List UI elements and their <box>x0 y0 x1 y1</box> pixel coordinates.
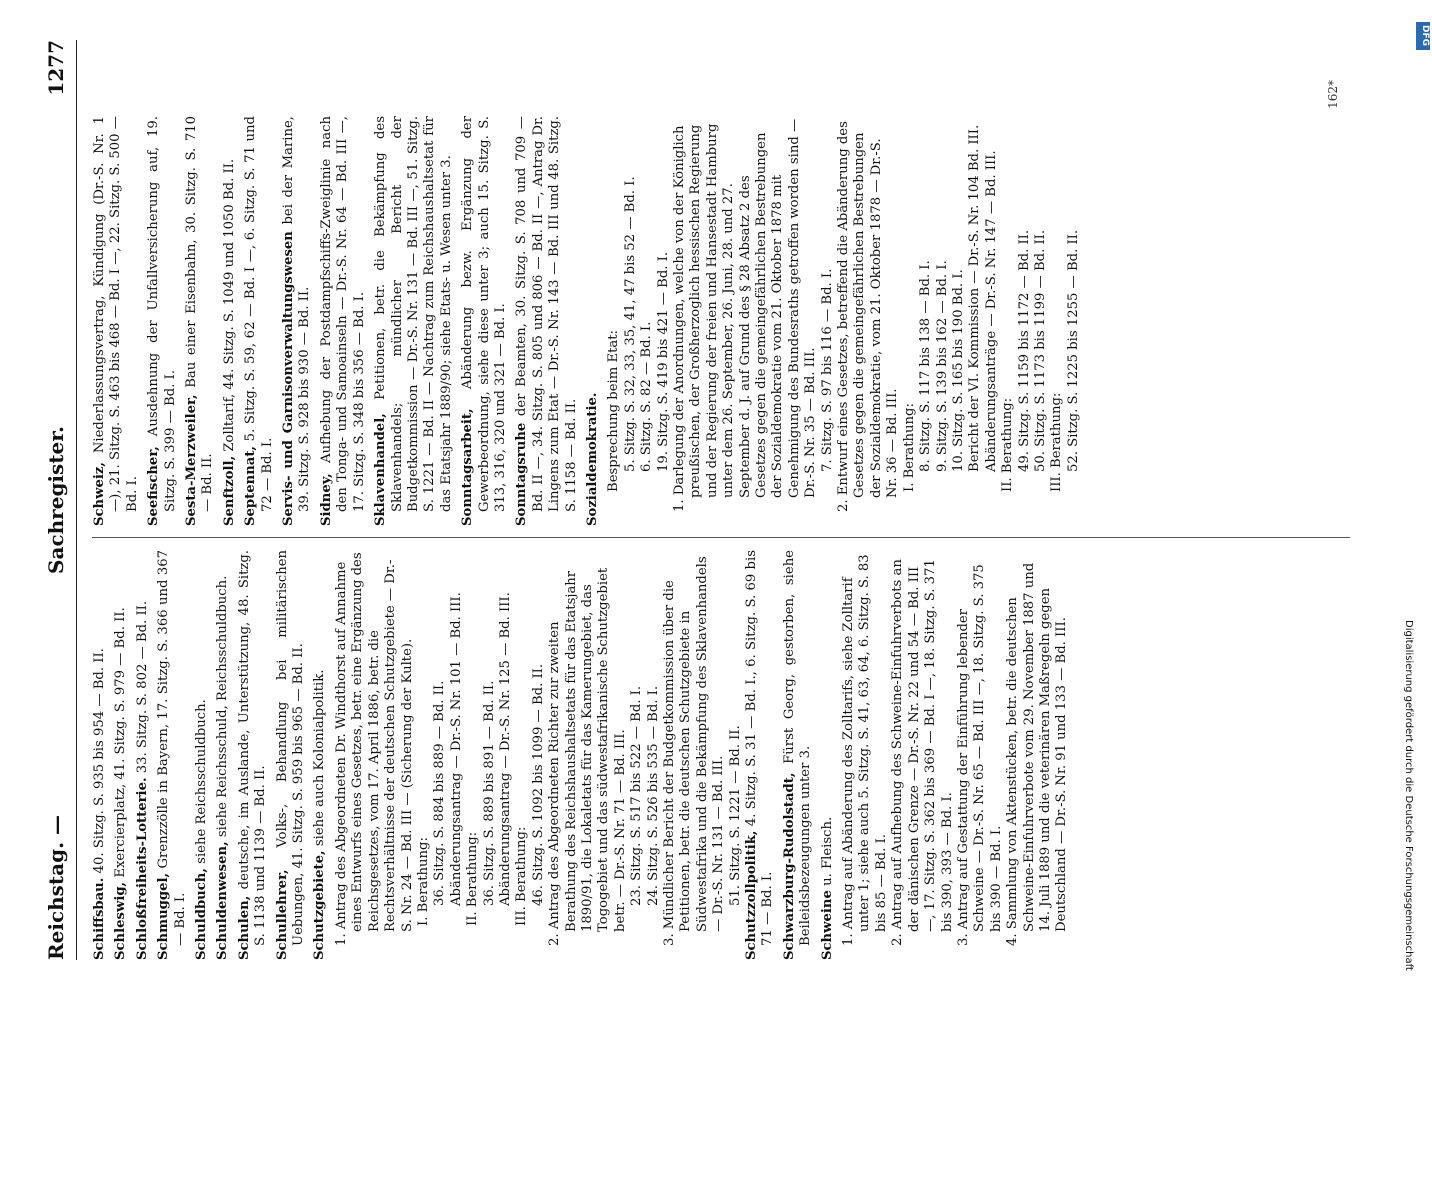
entry-heading: Schleswig, <box>113 881 129 960</box>
entry-text: siehe Reichsschuldbuch. <box>194 699 210 864</box>
entry-heading: Sonntagsruhe <box>514 422 530 526</box>
register-entry <box>92 550 108 960</box>
register-entry <box>222 116 238 526</box>
entry-heading: Sklavenhandel, <box>373 413 389 526</box>
entry-subitem: 3. Antrag auf Gestattung der Einführung lebender Schweine — Dr.-S. Nr. 65 — Bd. III —, 18. Sitzg. S. 375 bis 390 — Bd. I. <box>955 564 1004 946</box>
register-entry <box>243 116 276 526</box>
entry-subitem: II. Berathung: <box>465 831 481 926</box>
entry-text: der Beamten, 30. Sitzg. S. 708 und 709 — Bd. II —, 34. Sitzg. S. 805 und 806 — Bd. II —, Antrag Dr. Lingens zum Etat — Dr.-S. Nr. 143 — Bd. III und 48. Sitzg. S. 1158 — Bd. II. <box>514 116 579 512</box>
entry-subitem: 36. Sitzg. S. 884 bis 889 — Bd. II. <box>432 680 448 906</box>
entry-text: bei der Marine, 39. Sitzg. S. 928 bis 930 — Bd. II. <box>281 116 313 512</box>
entry-subitem: 1. Antrag auf Abänderung des Zolltarifs, siehe Zolltarif unter 1; siehe auch 5. Sitzg. S. 41, 63, 64, 6. Sitzg. S. 83 bis 85 — Bd. I. <box>841 554 889 946</box>
entry-subitem: 49. Sitzg. S. 1159 bis 1172 — Bd. II. <box>1016 229 1032 472</box>
entry-subitem: II. Berathung: <box>1000 397 1016 492</box>
entry-text: 33. Sitzg. S. 802 — Bd. II. <box>134 600 150 774</box>
entry-heading: Sozialdemokratie. <box>584 392 600 526</box>
register-entry <box>113 550 129 960</box>
entry-subitem: 19. Sitzg. S. 419 bis 421 — Bd. I. <box>655 251 671 472</box>
entry-text: 5. Sitzg. S. 59, 62 — Bd. I —, 6. Sitzg. S. 71 und 72 — Bd. I. <box>243 116 275 512</box>
entry-subitem: Abänderungsantrag — Dr.-S. Nr. 101 — Bd. III. <box>448 592 464 906</box>
left-column <box>92 550 1360 960</box>
entry-text: Niederlassungsvertrag, Kündigung (Dr.-S. Nr. 1 —), 21. Sitzg. S. 463 bis 468 — Bd. I —, 22. Sitzg. S. 500 — Bd. I. <box>92 116 140 512</box>
entry-heading: Sidney, <box>318 473 334 526</box>
register-entry <box>373 116 455 526</box>
entry-subitem: 7. Sitzg. S. 97 bis 116 — Bd. I. <box>819 268 835 472</box>
entry-text: deutsche, im Auslande, Unterstützung, 48. Sitzg. S. 1138 und 1139 — Bd. II. <box>236 550 269 946</box>
entry-text: Zolltarif, 44. Sitzg. S. 1049 und 1050 Bd. II. <box>221 158 237 452</box>
entry-subitem: 8. Sitzg. S. 117 bis 138 — Bd. I. <box>918 260 934 472</box>
dfg-watermark <box>1403 20 1432 1000</box>
entry-heading: Seefischer, <box>146 446 162 526</box>
register-entry <box>156 550 189 960</box>
entry-heading: Schutzzollpolitik, <box>744 830 760 960</box>
entry-subitem: 3. Mündlicher Bericht der Budgetkommission über die Petitionen, betr. die deutschen Schutzgebiete in Südwestafrika und die Bekämpfung des Sklavenhandels — Dr.-S. Nr. 131 — Bd. III. <box>662 556 727 946</box>
entry-subitem: 6. Sitzg. S. 82 — Bd. I. <box>639 321 655 472</box>
entry-text: Ausdehnung der Unfallversicherung auf, 19. Sitzg. S. 399 — Bd. I. <box>146 116 178 512</box>
entry-heading: Schuldenwesen, <box>215 841 231 960</box>
entry-heading: Senftzoll, <box>221 455 237 526</box>
entry-text: Fürst Georg, gestorben, siehe Beileidsbezeugungen unter 3. <box>781 550 814 946</box>
register-entry <box>820 550 836 960</box>
register-entry <box>585 116 601 526</box>
entry-subitem: 2. Antrag auf Aufhebung des Schweine-Einfuhrverbots an der dänischen Grenze — Dr.-S. Nr. 22 und 54 — Bd. III —, 17. Sitzg. S. 362 bis 369 — Bd. I —, 18. Sitzg. S. 371 bis 390, 393 — Bd. I. <box>890 559 955 946</box>
register-entry <box>312 550 328 960</box>
entry-heading: Sesta-Merzweiler, <box>184 394 200 526</box>
entry-heading: Servis- und Garnisonverwaltungswesen <box>281 231 297 526</box>
entry-subitem: 2. Entwurf eines Gesetzes, betreffend die Abänderung des Gesetzes gegen die gemeingefährlichen Bestrebungen der Sozialdemokratie, vom 21. Oktober 1878 — Dr.-S. Nr. 36 — Bd. III. <box>836 121 901 512</box>
entry-text: siehe auch Kolonialpolitik. <box>312 669 328 847</box>
dfg-watermark-text: Digitalisierung gefördert durch die Deutsche Forschungsgemeinschaft <box>1403 620 1414 971</box>
register-entry <box>275 550 308 960</box>
entry-heading: Schweiz, <box>92 462 107 526</box>
register-entry <box>237 550 270 960</box>
entry-heading: Septennat, <box>243 445 259 526</box>
register-entry <box>194 550 210 960</box>
entry-subitem: 1. Antrag des Abgeordneten Dr. Windthorst auf Annahme eines Entwurfs eines Gesetzes, betr. eine Ergänzung des Reichsgesetzes, vom 17. April 1886, betr. die Rechtsverhältnisse der deutschen Schutzgebiete — Dr.-S. Nr. 24 — Bd. III — (Sicherung der Kulte). <box>333 552 415 946</box>
entry-heading: Schwarzburg-Rudolstadt, <box>781 772 797 960</box>
signature-mark: 162* <box>1326 80 1340 109</box>
entry-subitem: 50. Sitzg. S. 1173 bis 1199 — Bd. II. <box>1032 229 1048 472</box>
entry-subitem: III. Berathung: <box>514 826 530 926</box>
page-number: 1277 <box>44 40 68 96</box>
register-entry <box>135 550 151 960</box>
entry-text: Exercierplatz, 41. Sitzg. S. 979 — Bd. II. <box>113 607 129 878</box>
entry-subitem: 24. Sitzg. S. 526 bis 535 — Bd. I. <box>645 685 661 906</box>
entry-subitem: 46. Sitzg. S. 1092 bis 1099 — Bd. II. <box>530 663 546 906</box>
register-entry <box>146 116 179 526</box>
entry-text: Grenzzölle in Bayern, 17. Sitzg. S. 366 und 367 — Bd. I. <box>156 550 188 946</box>
entry-heading: Schutzgebiete, <box>312 850 328 960</box>
column-divider <box>92 537 1350 538</box>
entry-text: u. Fleisch. <box>819 816 835 886</box>
entry-heading: Schmuggel, <box>156 872 172 960</box>
entry-subitem: Bericht der VI. Kommission — Dr.-S. Nr. 104 Bd. III. <box>967 124 983 472</box>
entry-heading: Schiffsbau. <box>92 877 107 960</box>
entry-subitem: I. Berathung: <box>415 837 431 926</box>
register-entry <box>744 550 777 960</box>
dfg-logo-icon: DFG <box>1416 22 1430 50</box>
entry-heading: Schullehrer, <box>274 869 290 960</box>
entry-heading: Schuldbuch, <box>194 868 210 960</box>
page-header <box>36 40 77 960</box>
entry-text: siehe Reichsschuld, Reichsschuldbuch. <box>215 575 231 838</box>
register-entry <box>514 116 580 526</box>
entry-subitem: III. Berathung: <box>1049 392 1065 492</box>
entry-subitem: 52. Sitzg. S. 1225 bis 1255 — Bd. II. <box>1065 229 1081 472</box>
entry-subitem: 1. Darlegung der Anordnungen, welche von der Königlich preußischen, der Großherzoglich hessischen Regierung und der Regierung der freien und Hansestadt Hamburg unter dem 26. September, 26. Juni, 28. und 27. September d. J. auf Grund des § 28 Absatz 2 des Gesetzes gegen die gemeingefährlichen Bestrebungen der Sozialdemokratie vom 21. Oktober 1878 mit Genehmigung des Bundesraths getroffen worden sind — Dr.-S. Nr. 35 — Bd. III. <box>672 118 819 512</box>
entry-subitem: Besprechung beim Etat: <box>606 329 622 492</box>
entry-text: 4. Sitzg. S. 31 — Bd. I., 6. Sitzg. S. 69 bis 71 — Bd. I. <box>744 550 776 946</box>
entry-heading: Schloßfreiheits-Lotterie. <box>134 777 150 960</box>
entry-subitem: 23. Sitzg. S. 517 bis 522 — Bd. I. <box>629 685 645 906</box>
entry-subitem: 4. Sammlung von Aktenstücken, betr. die deutschen Schweine-Einfuhrverbote vom 29. November 1887 und 14. Juli 1889 und die veterinären Maßregeln gegen Deutschland — Dr.-S. Nr. 91 und 133 — Bd. III. <box>1005 562 1070 946</box>
entry-subitem: 5. Sitzg. S. 32, 33, 35, 41, 47 bis 52 — Bd. I. <box>622 176 638 472</box>
register-entry <box>319 116 368 526</box>
entry-heading: Sonntagsarbeit, <box>460 408 476 526</box>
entry-text: Abänderung bezw. Ergänzung der Gewerbeordnung, siehe diese unter 3; auch 15. Sitzg. S. 313, 316, 320 und 321 — Bd. I. <box>460 116 508 512</box>
entry-subitem: Abänderungsanträge — Dr.-S. Nr. 147 — Bd. III. <box>983 150 999 472</box>
entry-subitem: 36. Sitzg. S. 889 bis 891 — Bd. II. <box>481 680 497 906</box>
entry-text: 40. Sitzg. S. 935 bis 954 — Bd. II. <box>92 648 107 874</box>
register-entry <box>92 116 141 526</box>
right-column <box>92 116 1360 526</box>
entry-subitem: 51. Sitzg. S. 1221 — Bd. II. <box>727 725 743 906</box>
register-entry <box>184 116 217 526</box>
entry-heading: Schweine <box>819 890 835 960</box>
entry-subitem: Abänderungsantrag — Dr.-S. Nr. 125 — Bd. III. <box>497 592 513 906</box>
entry-text: Bau einer Eisenbahn, 30. Sitzg. S. 710 — Bd. II. <box>184 116 216 512</box>
entry-heading: Schulen, <box>236 895 252 960</box>
register-entry <box>215 550 231 960</box>
header-title: Sachregister. <box>44 426 68 574</box>
entry-subitem: 9. Sitzg. S. 139 bis 162 — Bd. I. <box>934 260 950 472</box>
register-entry <box>460 116 509 526</box>
entry-text: Aufhebung der Postdampfschiffs-Zweiglinie nach den Tonga- und Samoainseln — Dr.-S. Nr. 64 — Bd. III —, 17. Sitzg. S. 348 bis 356 — Bd. I. <box>318 116 367 512</box>
entry-text: Petitionen, betr. die Bekämpfung des Sklavenhandels; mündlicher Bericht der Budgetkommission — Dr.-S. Nr. 131 — Bd. III —, 51. Sitzg. S. 1221 — Bd. II — Nachtrag zum Reichshaushaltsetat für das Etatsjahr 1889/90; siehe Etats- u. Wesen unter 3. <box>373 116 454 512</box>
entry-subitem: 2. Antrag des Abgeordneten Richter zur zweiten Berathung des Reichshaushaltsetats für das Etatsjahr 1890/91, die Lokaletats für das Kamerungebiet, das Togogebiet und das südwestafrikanische Schutzgebiet betr. — Dr.-S. Nr. 71 — Bd. III. <box>547 567 628 946</box>
register-entry <box>782 550 815 960</box>
entry-subitem: I. Berathung: <box>901 403 917 492</box>
entry-subitem: 10. Sitzg. S. 165 bis 190 Bd. I. <box>950 269 966 472</box>
entry-text: Volks-, Behandlung bei militärischen Uebungen, 41. Sitzg. S. 959 bis 965 — Bd. II. <box>274 550 307 946</box>
header-left: Reichstag. — <box>44 814 68 960</box>
register-entry <box>281 116 314 526</box>
